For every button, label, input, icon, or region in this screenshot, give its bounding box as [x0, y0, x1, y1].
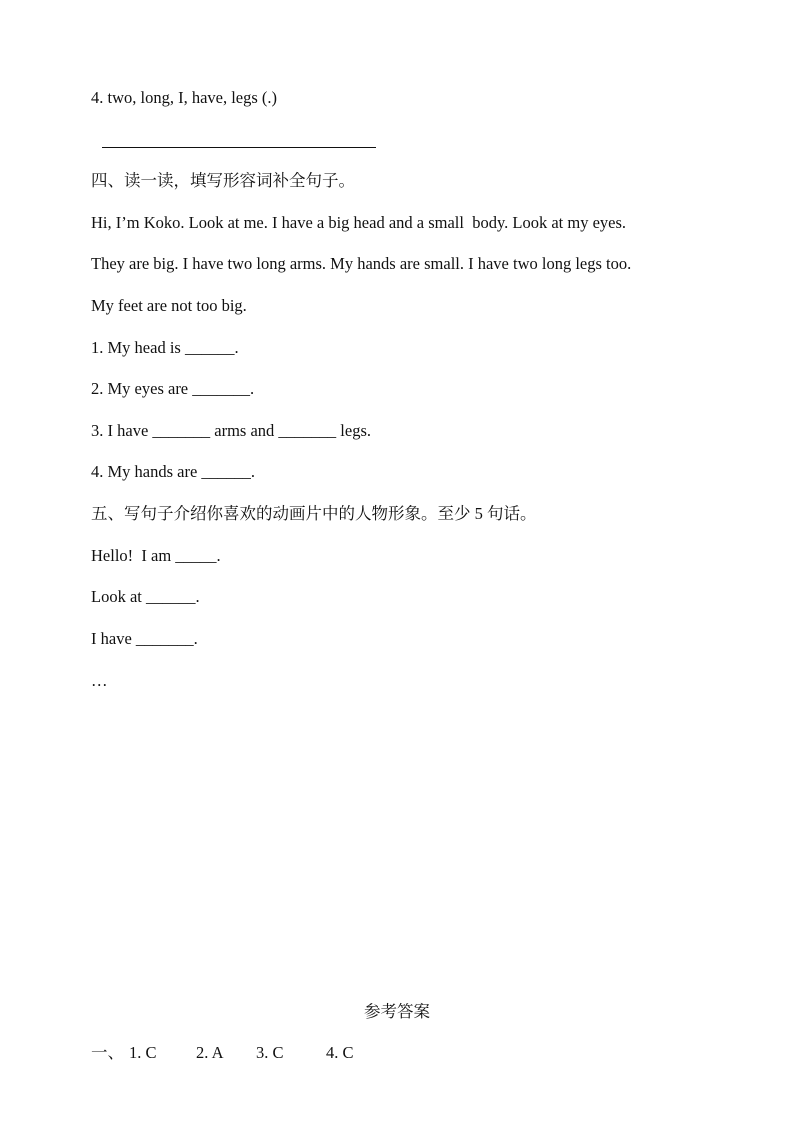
reorder-item-4: 4. two, long, I, have, legs (.) — [91, 88, 278, 107]
fill-item-1: 1. My head is ______. — [91, 338, 239, 357]
fill-item-2: 2. My eyes are _______. — [91, 379, 255, 398]
passage-line-3: My feet are not too big. — [91, 296, 247, 315]
answer-key-row — [91, 1043, 354, 1063]
writing-line-2: Look at ______. — [91, 587, 200, 606]
answer-row-label: 一、 — [91, 1043, 124, 1062]
passage-line-1: Hi, I’m Koko. Look at me. I have a big head and a small body. Look at my eyes. — [91, 213, 627, 232]
ellipsis-line: … — [91, 671, 108, 690]
section5-heading: 五、写句子介绍你喜欢的动画片中的人物形象。至少 5 句话。 — [91, 504, 537, 523]
fill-item-4: 4. My hands are ______. — [91, 462, 256, 481]
answer-key-title: 参考答案 — [364, 1002, 430, 1021]
answer-1: 1. C — [129, 1043, 157, 1062]
section4-heading: 四、读一读，填写形容词补全句子。 — [91, 171, 355, 190]
writing-line-1: Hello! I am _____. — [91, 546, 221, 565]
passage-line-2: They are big. I have two long arms. My hands are small. I have two long legs too. — [91, 254, 632, 273]
writing-line-3: I have _______. — [91, 629, 198, 648]
answer-blank-line — [102, 147, 376, 148]
answer-3: 3. C — [256, 1043, 284, 1062]
fill-item-3: 3. I have _______ arms and _______ legs. — [91, 421, 371, 440]
answer-4: 4. C — [326, 1043, 354, 1062]
answer-2: 2. A — [196, 1043, 224, 1062]
